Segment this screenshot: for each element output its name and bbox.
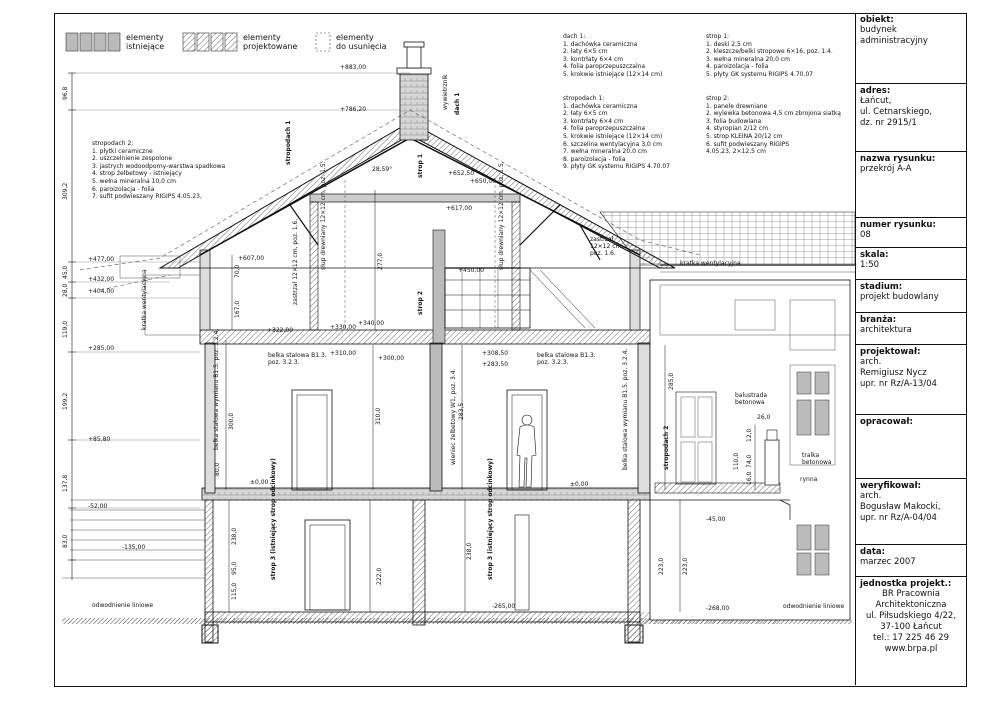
note-item: 4. paroizolacja - folia — [706, 63, 769, 71]
note-item: 8. paroizolacja - folia — [563, 155, 626, 163]
note-item: 4.05.23, 2×12,5 cm — [706, 148, 766, 156]
note-item: 6. paroizolacja - folia — [92, 185, 155, 193]
note-item: 4. styropian 2/12 cm — [706, 125, 769, 133]
dim-1992: 199,2 — [62, 392, 69, 410]
tb-data: data: marzec 2007 — [856, 544, 966, 576]
tb-opracowal: opracował: — [856, 414, 966, 478]
elev-310: +310,00 — [330, 350, 357, 357]
note-item: 3. folia budowlana — [706, 117, 762, 125]
dim-70: 70,0 — [234, 264, 241, 278]
dim-95: 95,0 — [231, 561, 238, 575]
label-angle: 28,59° — [372, 166, 393, 173]
elev-m268: -268,00 — [706, 605, 730, 612]
dim-277: 277,0 — [377, 252, 384, 270]
dim-16: 16,0 — [746, 471, 753, 485]
dim-2835: 283,5 — [458, 402, 465, 420]
dim-119: 119,0 — [62, 320, 69, 338]
elev-650: +650,00 — [470, 178, 497, 185]
note-item: 2. uszczelnienie zespolone — [92, 155, 173, 163]
dim-80: 80,0 — [214, 462, 221, 476]
tb-numer: numer rysunku: 08 — [856, 217, 966, 247]
label-wymian2: belka stalowa wymianu B1.5. poz. 3.2.4. — [622, 348, 629, 470]
note-item: 3. jastrych wodoodporny-warstwa spadkowa — [92, 162, 226, 170]
label-wieniec: wieniec żelbetowy W1, poz. 3.4. — [450, 368, 457, 465]
elev-m265: -265,00 — [492, 603, 516, 610]
note-item: 1. dachówka ceramiczna — [563, 102, 638, 110]
elev-883: +883,00 — [340, 64, 367, 71]
label-wymian1: belka stalowa wymianu B1.5. poz. 3.2.4. — [213, 328, 220, 450]
note-item: 4. strop żelbetowy - istniejący — [92, 170, 182, 178]
note-item: 5. krokwie istniejące (12×14 cm) — [563, 132, 663, 140]
elev-340: +340,00 — [358, 320, 385, 327]
note-title: strop 1: — [706, 33, 730, 40]
note-item: 7. sufit podwieszany RIGIPS 4.05.23, — [92, 193, 202, 201]
elev-652: +652,50 — [448, 170, 475, 177]
label-strop3b: strop 3 (istniejący strop odcinkowy) — [487, 458, 494, 580]
tb-branza: branża: architektura — [856, 312, 966, 344]
note-item: 6. sufit podwieszany RIGIPS — [706, 140, 790, 148]
note-item: 2. wylewka betonowa 4,5 cm zbrojona siatką — [706, 110, 841, 118]
note-item: 6. szczelina wentylacyjna 3,0 cm — [563, 140, 662, 148]
elev-m45: -45,00 — [706, 516, 726, 523]
note-item: 2. kleszcze/belki stropowe 6×16, poz. 1.4. — [706, 48, 833, 56]
note-item: 1. panele drewniane — [706, 102, 768, 110]
label-stropodach2: stropodach 2 — [663, 425, 670, 470]
label-kratka: kratka wentylacyjna — [141, 269, 148, 330]
note-title: strop 2: — [706, 95, 730, 102]
note-item: 4. folia paroprzepuszczalna — [563, 63, 646, 71]
note-strop2 — [706, 95, 841, 156]
elev-322: +322,00 — [267, 327, 294, 334]
dim-222: 222,0 — [376, 567, 383, 585]
dim-110: 110,0 — [733, 452, 740, 470]
elev-617: +617,00 — [446, 205, 473, 212]
tb-stadium: stadium: projekt budowlany — [856, 279, 966, 312]
label-rynna: rynna — [800, 476, 818, 483]
legend-removed: elementy do usunięcia — [336, 33, 387, 51]
dim-238a: 238,0 — [231, 527, 238, 545]
label-wywietrznik: wywietrznik — [442, 74, 449, 110]
note-item: 3. kontrłaty 6×4 cm — [563, 55, 624, 63]
elev-450: +450,00 — [458, 267, 485, 274]
dim-74: 74,0 — [746, 454, 753, 468]
elev-607: +607,00 — [238, 255, 265, 262]
note-item: 1. dachówka ceramiczna — [563, 40, 638, 48]
dim-238b: 238,0 — [466, 542, 473, 560]
note-stropodach1 — [563, 95, 670, 171]
dim-1378: 137,8 — [62, 474, 69, 492]
dim-167: 167,0 — [234, 300, 241, 318]
elev-m135: -135,00 — [122, 544, 146, 551]
elev-0b: ±0,00 — [570, 481, 589, 488]
dim-223a: 223,0 — [682, 557, 689, 575]
label-dach1: dach 1 — [454, 92, 461, 115]
note-stropodach2 — [92, 140, 225, 201]
dim-285: 285,0 — [668, 372, 675, 390]
note-item: 2. łaty 6×5 cm — [563, 110, 608, 118]
dim-28: 28,0 — [62, 283, 69, 297]
label-odwodnienie2: odwodnienie liniowe — [783, 603, 845, 610]
legend-existing: elementy istniejące — [126, 33, 165, 51]
elev-432: +432,00 — [88, 276, 115, 283]
note-item: 9. płyty GK systemu RIGIPS 4.70.07 — [563, 163, 670, 171]
note-item: 3. kontrłaty 6×4 cm — [563, 117, 624, 125]
dim-223b: 223,0 — [658, 557, 665, 575]
note-item: 2. łaty 6×5 cm — [563, 48, 608, 56]
elev-858: +85,80 — [88, 436, 111, 443]
label-tralka: tralka betonowa — [802, 452, 832, 466]
label-zastrzal2: zastrzał 12×12 cm, poz. 1.6. — [590, 236, 624, 257]
elev-3085: +308,50 — [482, 350, 509, 357]
note-title: stropodach 2: — [92, 140, 134, 147]
label-strop3a: strop 3 (istniejący strop odcinkowy) — [270, 458, 277, 580]
note-strop1 — [706, 33, 833, 79]
elev-285: +285,00 — [88, 345, 115, 352]
label-slup1: słup drewniany 12×12 cm, poz. 1.5. — [320, 161, 327, 270]
dim-310: 310,0 — [375, 407, 382, 425]
label-balustrada: balustrada betonowa — [735, 392, 768, 406]
dim-45: 45,0 — [62, 265, 69, 279]
label-strop2: strop 2 — [417, 290, 424, 315]
note-title: stropodach 1: — [563, 95, 605, 102]
elev-0a: ±0,00 — [250, 479, 269, 486]
elev-m52: -52,00 — [88, 503, 108, 510]
elev-330: +330,00 — [330, 324, 357, 331]
dim-12: 12,0 — [746, 428, 753, 442]
note-item: 1. deski 2,5 cm — [706, 40, 752, 48]
note-item: 5. krokwie istniejące (12×14 cm) — [563, 70, 663, 78]
label-belka2: belka stalowa B1.3. poz. 3.2.3. — [537, 352, 596, 366]
dim-115: 115,0 — [231, 582, 238, 600]
label-kratka2: kratka wentylacyjna — [680, 260, 741, 267]
tb-obiekt: obiekt: budynek administracyjny — [860, 15, 928, 46]
tb-adres: adres: Łańcut, ul. Cetnarskiego, dz. nr 2915/1 — [856, 83, 966, 151]
tb-nazwa: nazwa rysunku: przekrój A-A — [856, 151, 966, 217]
dim-300: 300,0 — [228, 412, 235, 430]
note-title: dach 1: — [563, 33, 586, 40]
tb-jednostka: jednostka projekt.: BR Pracownia Architektoniczna ul. Piłsudskiego 4/22, 37-100 Łańcut tel.: 17 225 46 29 www.brpa.pl — [856, 576, 966, 685]
note-item: 3. wełna mineralna 20,0 cm — [706, 55, 790, 63]
label-slup2: słup drewniany 12×12 cm, poz. 1.5. — [498, 161, 505, 270]
tb-projektowal: projektował: arch. Remigiusz Nycz upr. nr Rz/A-13/04 — [856, 344, 966, 414]
legend-designed: elementy projektowane — [243, 33, 298, 51]
label-stropodach1: stropodach 1 — [285, 120, 292, 165]
label-zastrzal1: zastrzał 12×12 cm, poz. 1.6. — [292, 218, 299, 305]
note-item: 1. płytki ceramiczne — [92, 147, 153, 155]
note-dach1 — [563, 33, 662, 79]
title-block — [855, 13, 966, 685]
elev-2835: +283,50 — [482, 361, 509, 368]
elev-786: +786,20 — [340, 106, 367, 113]
note-item: 7. wełna mineralna 20,0 cm — [563, 148, 647, 156]
label-odwodnienie1: odwodnienie liniowe — [92, 602, 154, 609]
dim-968: 96,8 — [62, 86, 69, 100]
note-item: 4. folia paroprzepuszczalna — [563, 125, 646, 133]
tb-skala: skala: 1:50 — [856, 247, 966, 279]
label-strop1: strop 1 — [417, 153, 424, 178]
elev-300: +300,00 — [378, 355, 405, 362]
dim-26: 26,0 — [757, 414, 771, 421]
dim-83: 83,0 — [62, 534, 69, 548]
note-item: 5. wełna mineralna 10,0 cm — [92, 177, 176, 185]
note-item: 5. strop KLEINA 20/12 cm — [706, 132, 783, 140]
dim-3092: 309,2 — [62, 182, 69, 200]
elev-404: +404,00 — [88, 288, 115, 295]
label-belka1: belka stalowa B1.3. poz. 3.2.3. — [268, 352, 327, 366]
note-item: 5. płyty GK systemu RIGIPS 4.70.07 — [706, 70, 813, 78]
tb-weryfikowal: weryfikował: arch. Bogusław Makocki, upr. nr Rz/A-04/04 — [856, 478, 966, 544]
elev-477: +477,00 — [88, 256, 115, 263]
